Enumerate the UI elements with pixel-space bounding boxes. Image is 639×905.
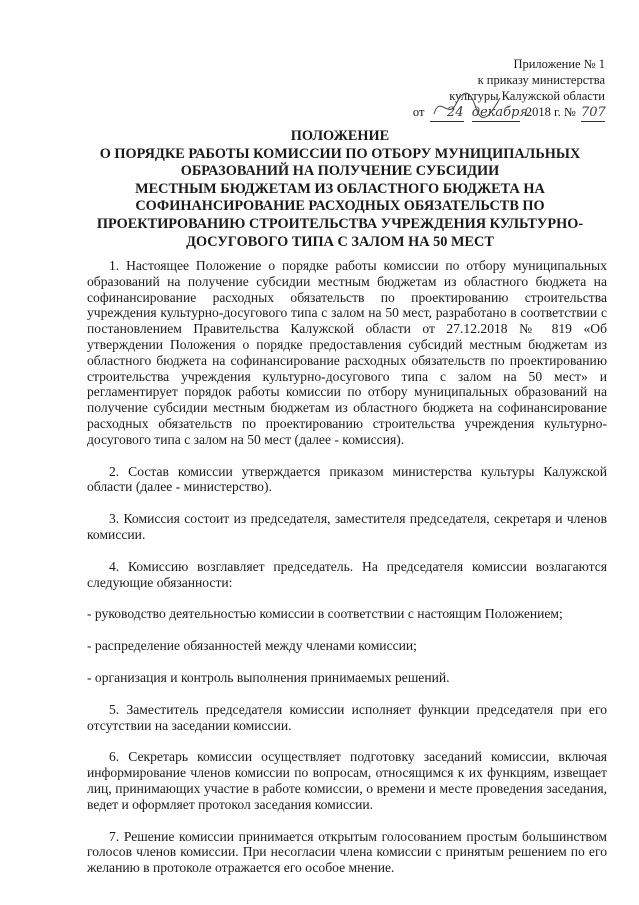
- paragraph-7: [87, 829, 607, 876]
- bullet-3: - организация и контроль выполнения принимаемых решений.: [87, 669, 450, 685]
- paragraph-7-text: 7. Решение комиссии принимается открытым голосованием простым большинством голосов членов комиссии. При несогласии члена комиссии с принятым решением по его желанию в протоколе отражается его особое мнение.: [87, 828, 607, 876]
- bullet-2: - распределение обязанностей между членами комиссии;: [87, 638, 417, 654]
- paragraph-3-text: 3. Комиссия состоит из председателя, заместителя председателя, секретаря и членов комиссии.: [87, 511, 607, 542]
- bullet-1: - руководство деятельностью комиссии в соответствии с настоящим Положением;: [87, 606, 563, 622]
- paragraph-5: [87, 702, 607, 734]
- date-prefix: от: [412, 105, 425, 119]
- document-title: [60, 128, 620, 251]
- title-line-4: МЕСТНЫМ БЮДЖЕТАМ ИЗ ОБЛАСТНОГО БЮДЖЕТА НА: [135, 180, 545, 197]
- handwritten-day: 24: [430, 105, 464, 122]
- appendix-line-2: к приказу министерства: [477, 73, 605, 87]
- appendix-line-1: Приложение № 1: [513, 57, 605, 71]
- paragraph-4-text: 4. Комиссию возглавляет председатель. На председателя комиссии возлагаются следующие обязанности:: [87, 558, 607, 590]
- paragraph-5-text: 5. Заместитель председателя комиссии исполняет функции председателя при его отсутствии на заседании комиссии.: [87, 701, 607, 733]
- title-line-5: СОФИНАНСИРОВАНИЕ РАСХОДНЫХ ОБЯЗАТЕЛЬСТВ ПО: [135, 198, 545, 215]
- handwritten-doc-number: 707: [581, 105, 606, 120]
- title-line-7: ДОСУГОВОГО ТИПА С ЗАЛОМ НА 50 МЕСТ: [186, 233, 494, 250]
- handwritten-month: декабря: [471, 105, 529, 120]
- paragraph-2: [87, 464, 607, 496]
- paragraph-3: [87, 511, 607, 543]
- title-line-6: ПРОЕКТИРОВАНИЮ СТРОИТЕЛЬСТВА УЧРЕЖДЕНИЯ КУЛЬТУРНО-: [96, 215, 584, 232]
- title-line-3: ОБРАЗОВАНИЙ НА ПОЛУЧЕНИЕ СУБСИДИИ: [180, 163, 500, 180]
- paragraph-1: [87, 258, 607, 448]
- paragraph-2-text: 2. Состав комиссии утверждается приказом министерства культуры Калужской области (далее - министерство).: [87, 463, 607, 495]
- paragraph-6-text: 6. Секретарь комиссии осуществляет подготовку заседаний комиссии, включая информирование членов комиссии по вопросам, относящимся к их функциям, извещает лиц, принимающих участие в работе комиссии, о времени и месте проведения заседания, ведет и оформляет протокол заседания комиссии.: [87, 749, 607, 812]
- paragraph-6: [87, 749, 607, 812]
- title-line-1: ПОЛОЖЕНИЕ: [290, 128, 390, 144]
- paragraph-1-text: 1. Настоящее Положение о порядке работы комиссии по отбору муниципальных образований на получение субсидии местным бюджетам из областного бюджета на софинансирование расходных обязательств по проектированию строительства учреждения культурно-досугового типа с залом на 50 мест, разработано в соответствии с постановлением Правительства Калужской области от 27.12.2018 № 819 «Об утверждении Положения о порядке предоставления субсидий местным бюджетам из областного бюджета на софинансирование расходных обязательств по проектированию строительства учреждения культурно-досугового типа с залом на 50 мест» и регламентирует порядок работы комиссии по отбору муниципальных образований на получение субсидии местным бюджетам из областного бюджета на софинансирование расходных обязательств по проектированию строительства учреждения культурно-досугового типа с залом на 50 мест (далее - комиссия).: [87, 258, 607, 447]
- date-year: 2018 г. №: [525, 105, 576, 119]
- paragraph-4: [87, 559, 607, 591]
- document-body: [87, 258, 607, 892]
- appendix-line-3: культуры Калужской области: [449, 89, 605, 103]
- title-line-2: О ПОРЯДКЕ РАБОТЫ КОМИССИИ ПО ОТБОРУ МУНИЦИПАЛЬНЫХ: [99, 145, 581, 162]
